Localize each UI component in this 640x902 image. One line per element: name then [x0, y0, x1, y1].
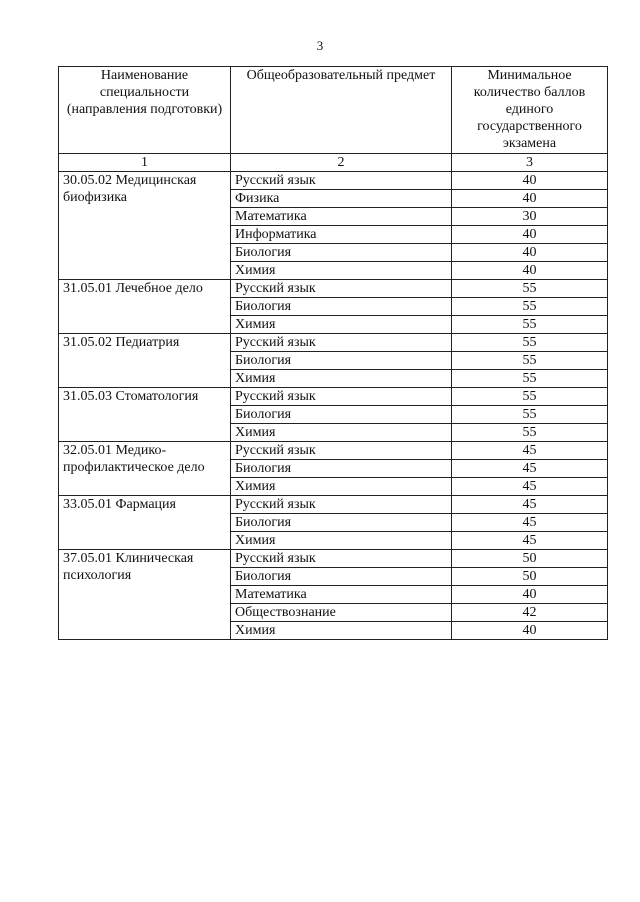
subject-cell: Математика [231, 586, 452, 604]
min-score-cell: 55 [452, 352, 608, 370]
specialty-cell: 30.05.02 Медицинская биофизика [59, 172, 231, 280]
min-score-cell: 45 [452, 496, 608, 514]
subject-cell: Химия [231, 424, 452, 442]
table-row [59, 388, 608, 406]
min-score-cell: 55 [452, 334, 608, 352]
subject-cell: Биология [231, 352, 452, 370]
min-score-cell: 45 [452, 478, 608, 496]
min-score-cell: 55 [452, 280, 608, 298]
specialty-cell: 33.05.01 Фармация [59, 496, 231, 550]
min-score-cell: 55 [452, 298, 608, 316]
subject-cell: Химия [231, 532, 452, 550]
subject-cell: Химия [231, 622, 452, 640]
specialty-cell: 32.05.01 Медико-профилактическое дело [59, 442, 231, 496]
admission-scores-table [58, 66, 608, 640]
subject-cell: Русский язык [231, 442, 452, 460]
table-row [59, 442, 608, 460]
subject-cell: Информатика [231, 226, 452, 244]
min-score-cell: 40 [452, 262, 608, 280]
min-score-cell: 45 [452, 460, 608, 478]
subject-cell: Химия [231, 316, 452, 334]
table-row [59, 334, 608, 352]
min-score-cell: 40 [452, 190, 608, 208]
subject-cell: Биология [231, 298, 452, 316]
subject-cell: Биология [231, 514, 452, 532]
min-score-cell: 55 [452, 316, 608, 334]
column-number: 3 [452, 154, 608, 172]
subject-cell: Физика [231, 190, 452, 208]
page-number: 3 [316, 38, 324, 53]
subject-cell: Русский язык [231, 388, 452, 406]
min-score-cell: 55 [452, 406, 608, 424]
subject-cell: Биология [231, 406, 452, 424]
table-row [59, 550, 608, 568]
specialty-cell: 31.05.03 Стоматология [59, 388, 231, 442]
specialty-cell: 31.05.02 Педиатрия [59, 334, 231, 388]
subject-cell: Биология [231, 244, 452, 262]
column-number: 2 [231, 154, 452, 172]
specialty-cell: 37.05.01 Клиническая психология [59, 550, 231, 640]
min-score-cell: 45 [452, 514, 608, 532]
subject-cell: Биология [231, 568, 452, 586]
header-min-score: Минимальное количество баллов единого государственного экзамена [452, 67, 608, 154]
min-score-cell: 45 [452, 442, 608, 460]
table-row [59, 496, 608, 514]
specialty-cell: 31.05.01 Лечебное дело [59, 280, 231, 334]
table-row [59, 172, 608, 190]
table-row [59, 280, 608, 298]
min-score-cell: 40 [452, 172, 608, 190]
min-score-cell: 30 [452, 208, 608, 226]
header-subject: Общеобразовательный предмет [231, 67, 452, 154]
subject-cell: Русский язык [231, 280, 452, 298]
min-score-cell: 40 [452, 244, 608, 262]
column-number-row [59, 154, 608, 172]
subject-cell: Русский язык [231, 172, 452, 190]
subject-cell: Химия [231, 262, 452, 280]
subject-cell: Химия [231, 370, 452, 388]
min-score-cell: 40 [452, 622, 608, 640]
column-number: 1 [59, 154, 231, 172]
subject-cell: Русский язык [231, 334, 452, 352]
min-score-cell: 50 [452, 550, 608, 568]
subject-cell: Математика [231, 208, 452, 226]
header-specialty: Наименование специальности (направления подготовки) [59, 67, 231, 154]
subject-cell: Обществознание [231, 604, 452, 622]
min-score-cell: 40 [452, 226, 608, 244]
min-score-cell: 40 [452, 586, 608, 604]
min-score-cell: 50 [452, 568, 608, 586]
min-score-cell: 55 [452, 370, 608, 388]
min-score-cell: 42 [452, 604, 608, 622]
min-score-cell: 55 [452, 424, 608, 442]
min-score-cell: 45 [452, 532, 608, 550]
subject-cell: Химия [231, 478, 452, 496]
table-header-row [59, 67, 608, 154]
table-body [59, 172, 608, 640]
subject-cell: Русский язык [231, 496, 452, 514]
subject-cell: Биология [231, 460, 452, 478]
min-score-cell: 55 [452, 388, 608, 406]
subject-cell: Русский язык [231, 550, 452, 568]
